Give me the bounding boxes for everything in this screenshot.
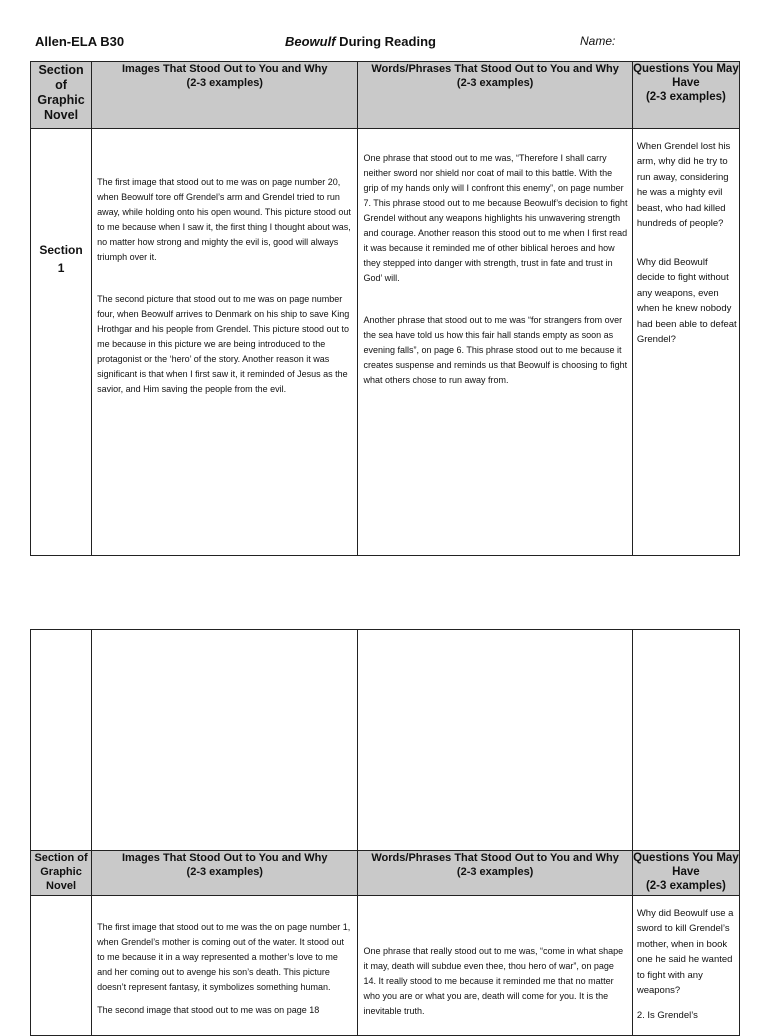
words-paragraph-1: One phrase that stood out to me was, “Therefore I shall carry neither sword nor shield nor coat of mail to this battle. With the grip of my hands only will I confront this enemy”, on page number 7. This phrase stood out to me because Beowulf’s decision to fight Grendel without any weapons highlights his unwavering strength and courage. Another reason this stood out to me when I first read it was because it reminded me of other biblical heroes and how they stepped into danger with strength, trust in fate and trust in God’ will. (363, 153, 628, 283)
question-2: Why did Beowulf decide to fight without any weapons, even when he knew nobody had been able to defeat Grendel? (636, 256, 737, 345)
title-italic: Beowulf (285, 34, 336, 49)
section-2-words (358, 896, 632, 1036)
document-title (285, 34, 436, 52)
header-words-2: Words/Phrases That Stood Out to You and Why (2-3 examples) (358, 851, 632, 896)
header-words: Words/Phrases That Stood Out to You and Why (2-3 examples) (358, 62, 632, 129)
blank-cell-2 (92, 630, 358, 851)
question-4: 2. Is Grendel’s (636, 1010, 698, 1021)
blank-cell-1 (31, 630, 92, 851)
image-paragraph-3: The first image that stood out to me was the on page number 1, when Grendel’s mother is coming out of the water. It stood out to me because it in a way represented a mother’s love to me and her coming out to avenge his son’s death. This picture doesn’t represent fantasy, it symbolizes something human. (97, 922, 351, 992)
words-paragraph-3: One phrase that really stood out to me was, “come in what shape it may, death will subdue even thee, thou hero of war”, on page 14. It really stood to me because it reminded me that no matter who you are or what you are, death will come for you. It is the inevitable truth. (363, 946, 624, 1016)
course-label: Allen-ELA B30 (35, 34, 125, 49)
section-1-label: Section 1 (31, 129, 92, 556)
name-label: Name: (580, 34, 616, 48)
question-1: When Grendel lost his arm, why did he try to run away, considering he was a mighty evil beast, who had killed hundreds of people? (636, 140, 731, 229)
reading-table-2 (30, 629, 740, 1036)
blank-cell-4 (632, 630, 739, 851)
question-3: Why did Beowulf use a sword to kill Grendel’s mother, when in book one he said he wanted to fight with any weapons? (636, 907, 734, 996)
image-paragraph-2: The second picture that stood out to me was on page number four, when Beowulf arrives to Denmark on his ship to save King Hrothgar and his people from Grendel. This picture stood out to me because in this picture we are being introduced to the protagonist or the ‘hero’ of the story. Another reason it was significant is that when I first saw it, it reminded of Jesus as the savior, and Him saving the people from the evil. (97, 294, 350, 394)
header-section: Section of Graphic Novel (31, 62, 92, 129)
section-2-questions (632, 896, 739, 1036)
blank-cell-3 (358, 630, 632, 851)
title-rest: During Reading (335, 34, 436, 49)
section-2-images (92, 896, 358, 1036)
header-questions-2: Questions You May Have (2-3 examples) (632, 851, 739, 896)
image-paragraph-1: The first image that stood out to me was on page number 20, when Beowulf tore off Grendel’s arm and Grendel tried to run away, while holding onto his open wound. This picture stood out to me because when I saw it, the first thing I thought about was, no matter how strong and mighty the evil is, good will always triumph over it. (97, 177, 351, 262)
header-images: Images That Stood Out to You and Why (2-3 examples) (92, 62, 358, 129)
header-questions: Questions You May Have (2-3 examples) (632, 62, 739, 129)
image-paragraph-4: The second image that stood out to me was on page 18 (97, 1005, 320, 1015)
section-2-label (31, 896, 92, 1036)
section-1-words (358, 129, 632, 556)
header-section-2: Section of Graphic Novel (31, 851, 92, 896)
reading-table-1 (30, 61, 740, 556)
section-1-questions (632, 129, 739, 556)
header-images-2: Images That Stood Out to You and Why (2-3 examples) (92, 851, 358, 896)
section-1-images (92, 129, 358, 556)
words-paragraph-2: Another phrase that stood out to me was “for strangers from over the sea have told us how this fair hall stands empty as soon as evening falls”, on page 6. This phrase stood out to me because it creates suspense and reminds us that Beowulf is choosing to fight what others chose to run away from. (363, 315, 628, 385)
